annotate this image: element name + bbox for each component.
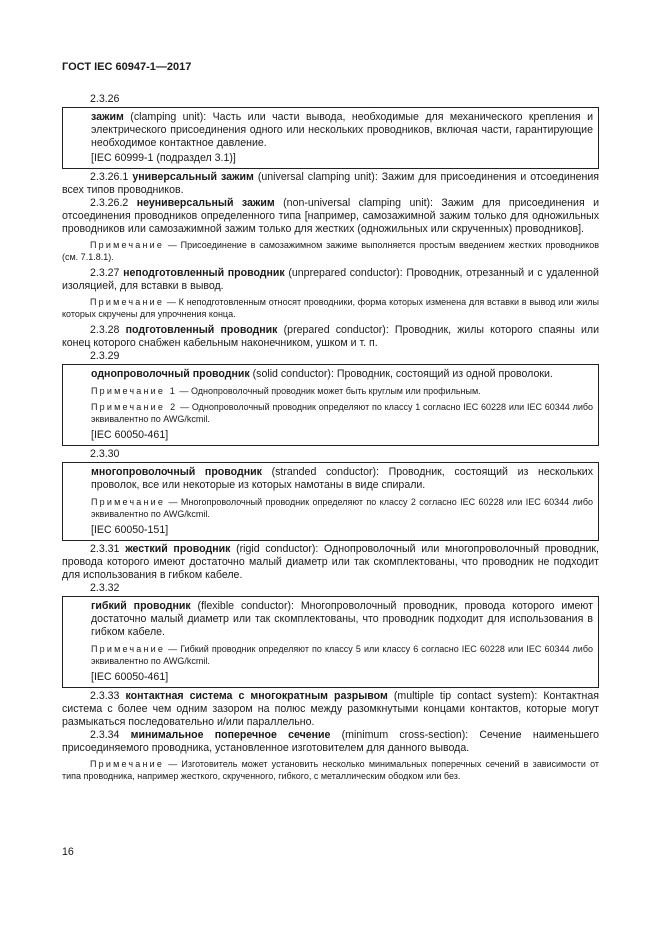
definition-box bbox=[62, 107, 599, 169]
document-body bbox=[62, 93, 599, 782]
page-number: 16 bbox=[62, 846, 74, 858]
definition-text: (multiple tip contact system): Контактная система с более чем одним зазором на полюс между разомкнутыми концами контактов, которые могут размыкаться последовательно и/или параллельно. bbox=[62, 690, 599, 728]
definition-paragraph bbox=[62, 197, 599, 236]
definition-box bbox=[62, 596, 599, 688]
term: контактная система с многократным разрывом bbox=[125, 690, 388, 702]
note-text: — Многопроволочный проводник определяют по классу 2 согласно IEC 60228 или IEC 60344 либо эквивалентно по AWG/kcmil. bbox=[91, 497, 593, 519]
clause-number: 2.3.32 bbox=[90, 582, 120, 594]
definition-text: (flexible conductor): Многопроволочный проводник, провода которого имеют достаточно малый диаметр или так скомплектованы, что проводник подходит для использования в гибком кабеле. bbox=[91, 600, 593, 638]
clause-number: 2.3.26 bbox=[90, 93, 120, 105]
source-reference: [IEC 60050-151] bbox=[91, 524, 169, 536]
note bbox=[91, 401, 593, 425]
note-text: — Однопроволочный проводник определяют по классу 1 согласно IEC 60228 или IEC 60344 либо эквивалентно по AWG/kcmil. bbox=[91, 402, 594, 424]
note-label: Примечание bbox=[91, 644, 166, 654]
definition-paragraph bbox=[62, 324, 599, 350]
note-label: Примечание bbox=[91, 497, 166, 507]
definition-text: (minimum cross-section): Сечение наименьшего присоединяемого проводника, установленное изготовителем для данного вывода. bbox=[62, 729, 599, 754]
clause-number: 2.3.30 bbox=[90, 448, 120, 460]
definition-text: (non-universal clamping unit): Зажим для присоединения и отсоединения проводников определенного типа [например, самозажимной зажим только для одножильных проводников или самозажимной зажим только для жестких (одножильных или скрученных) проводников]. bbox=[62, 197, 599, 235]
term: многопроволочный проводник bbox=[91, 466, 262, 478]
standard-header: ГОСТ IEC 60947-1—2017 bbox=[62, 61, 192, 73]
term: зажим bbox=[91, 111, 124, 123]
note bbox=[62, 239, 599, 263]
term: неуниверсальный зажим bbox=[136, 197, 275, 209]
clause-number: 2.3.28 bbox=[90, 324, 120, 336]
source-reference: [IEC 60999-1 (подраздел 3.1)] bbox=[91, 152, 236, 164]
source-reference: [IEC 60050-461] bbox=[91, 429, 169, 441]
term: подготовленный проводник bbox=[125, 324, 278, 336]
note-text: — Гибкий проводник определяют по классу 5 или классу 6 согласно IEC 60228 или IEC 60344 либо эквивалентно по AWG/kcmil. bbox=[91, 644, 593, 666]
definition-text: (universal clamping unit): Зажим для присоединения и отсоединения всех типов проводников. bbox=[62, 171, 599, 196]
term: неподготовленный проводник bbox=[123, 267, 285, 279]
definition-paragraph bbox=[91, 600, 593, 639]
definition-paragraph bbox=[62, 543, 599, 582]
definition-text: (unprepared conductor): Проводник, отрезанный и с удаленной изоляцией, для вставки в вывод. bbox=[62, 267, 599, 292]
note-text: — Однопроволочный проводник может быть круглым или профильным. bbox=[177, 386, 481, 396]
term: гибкий проводник bbox=[91, 600, 191, 612]
definition-box bbox=[62, 462, 599, 541]
term: минимальное поперечное сечение bbox=[130, 729, 331, 741]
clause-number: 2.3.27 bbox=[90, 267, 120, 279]
clause-number: 2.3.31 bbox=[90, 543, 120, 555]
definition-text: (solid conductor): Проводник, состоящий из одной проволоки. bbox=[249, 368, 553, 380]
note-text: — К неподготовленным относят проводники, форма которых изменена для вставки в вывод или жилы которых скручены для упрочнения конца. bbox=[62, 297, 599, 319]
note-label: Примечание bbox=[90, 759, 165, 769]
source-reference: [IEC 60050-461] bbox=[91, 671, 169, 683]
definition-paragraph bbox=[62, 690, 599, 729]
clause-number: 2.3.33 bbox=[90, 690, 120, 702]
definition-paragraph bbox=[62, 267, 599, 293]
note bbox=[62, 758, 599, 782]
definition-paragraph bbox=[62, 171, 599, 197]
definition-box bbox=[62, 364, 599, 446]
note-label: Примечание 1 bbox=[91, 386, 177, 396]
definition-paragraph bbox=[62, 729, 599, 755]
definition-text: (rigid conductor): Однопроволочный или многопроволочный проводник, провода которого имеют достаточно малый диаметр или так скомплектованы, что проводник не подходит для использования в гибком кабеле. bbox=[62, 543, 599, 581]
clause-number: 2.3.26.1 bbox=[90, 171, 129, 183]
definition-paragraph bbox=[91, 111, 593, 150]
clause-number: 2.3.29 bbox=[90, 350, 120, 362]
definition-text: (stranded conductor): Проводник, состоящий из нескольких проволок, все или некоторые из которых намотаны в виде спирали. bbox=[91, 466, 594, 491]
note bbox=[91, 385, 593, 397]
definition-paragraph bbox=[91, 368, 593, 381]
definition-paragraph bbox=[91, 466, 593, 492]
term: жесткий проводник bbox=[125, 543, 231, 555]
note bbox=[91, 496, 593, 520]
clause-number: 2.3.26.2 bbox=[90, 197, 129, 209]
term: однопроволочный проводник bbox=[91, 368, 250, 380]
clause-number: 2.3.34 bbox=[90, 729, 120, 741]
note-label: Примечание 2 bbox=[91, 402, 178, 412]
note-label: Примечание bbox=[90, 240, 165, 250]
note-text: — Изготовитель может установить несколько минимальных поперечных сечений в зависимости от типа проводника, например жесткого, скрученного, гибкого, с металлическим ободком или без. bbox=[62, 759, 599, 781]
note-text: — Присоединение в самозажимном зажиме выполняется простым введением жестких проводников (см. 7.1.8.1). bbox=[62, 240, 599, 262]
definition-text: (prepared conductor): Проводник, жилы которого спаяны или конец которого снабжен кабельным наконечником, ушком и т. п. bbox=[62, 324, 599, 349]
term: универсальный зажим bbox=[132, 171, 254, 183]
note-label: Примечание bbox=[90, 297, 165, 307]
definition-text: (clamping unit): Часть или части вывода, необходимые для механического крепления и электрического присоединения одного или нескольких проводников, включая части, гарантирующие необходимое контактное давление. bbox=[91, 111, 593, 149]
note bbox=[91, 643, 593, 667]
note bbox=[62, 296, 599, 320]
